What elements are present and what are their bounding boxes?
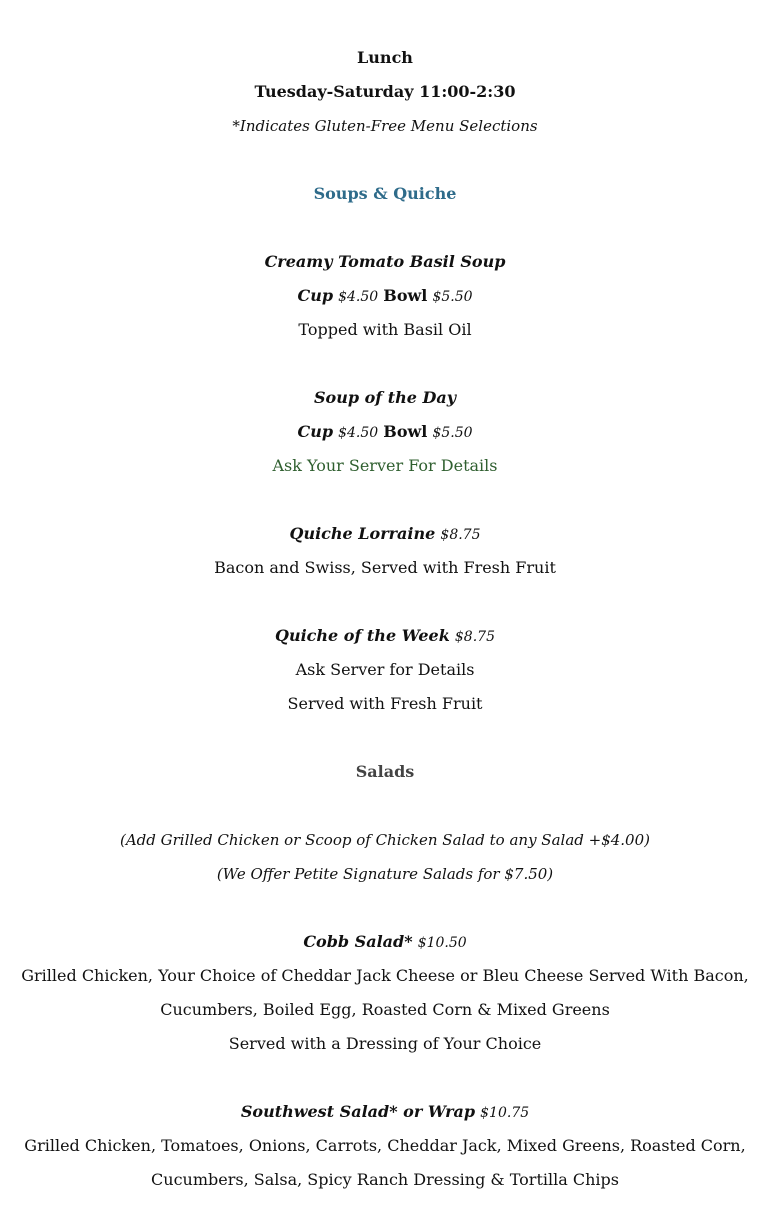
bowl-price: $5.50 — [432, 289, 473, 305]
menu-item-title-line — [0, 925, 770, 959]
gluten-free-note: *Indicates Gluten-Free Menu Selections — [232, 117, 538, 135]
menu-item-prices — [0, 279, 770, 313]
menu-item-name: Quiche of the Week — [275, 626, 450, 645]
menu-item-prices — [0, 415, 770, 449]
menu-item-description: Cucumbers, Salsa, Spicy Ranch Dressing & Tortilla Chips — [151, 1170, 619, 1189]
cup-price: $4.50 — [338, 289, 379, 305]
bowl-label: Bowl — [383, 286, 428, 305]
menu-item-description: Grilled Chicken, Your Choice of Cheddar Jack Cheese or Bleu Cheese Served With Bacon, — [21, 966, 749, 985]
section-heading-soups: Soups & Quiche — [313, 184, 457, 203]
menu-item-name: Cobb Salad* — [303, 932, 413, 951]
menu-item-description: Grilled Chicken, Tomatoes, Onions, Carrots, Cheddar Jack, Mixed Greens, Roasted Corn, — [24, 1136, 746, 1155]
bowl-label: Bowl — [383, 422, 428, 441]
cup-label: Cup — [297, 422, 334, 441]
menu-item-price: $8.75 — [454, 629, 495, 645]
cup-price: $4.50 — [338, 425, 379, 441]
bowl-price: $5.50 — [432, 425, 473, 441]
menu-item-title-line — [0, 517, 770, 551]
menu-item-name: Soup of the Day — [313, 388, 457, 407]
menu-item-name: Creamy Tomato Basil Soup — [264, 252, 506, 271]
menu-item-name: Quiche Lorraine — [289, 524, 436, 543]
petite-salad-note: (We Offer Petite Signature Salads for $7.50) — [216, 865, 554, 883]
menu-item-title-line — [0, 1095, 770, 1129]
menu-item-price: $10.50 — [417, 935, 467, 951]
breakfast-item-description — [0, 0, 770, 7]
menu-item-description: Ask Your Server For Details — [272, 456, 498, 475]
menu-item-title-line — [0, 619, 770, 653]
menu-item-price: $8.75 — [440, 527, 481, 543]
menu-item-description: Ask Server for Details — [295, 660, 475, 679]
menu-item-name: Southwest Salad* or Wrap — [240, 1102, 476, 1121]
menu-item-description: Served with Fresh Fruit — [287, 694, 483, 713]
cup-label: Cup — [297, 286, 334, 305]
menu-item-description: Cucumbers, Boiled Egg, Roasted Corn & Mixed Greens — [160, 1000, 610, 1019]
lunch-title: Lunch — [357, 48, 413, 67]
lunch-hours: Tuesday-Saturday 11:00-2:30 — [254, 82, 516, 101]
menu-item-description: Topped with Basil Oil — [298, 320, 472, 339]
salad-addon-note: (Add Grilled Chicken or Scoop of Chicken Salad to any Salad +$4.00) — [119, 831, 651, 849]
menu-item-description: Bacon and Swiss, Served with Fresh Fruit — [214, 558, 556, 577]
section-heading-salads: Salads — [355, 762, 415, 781]
menu-item-description: Served with a Dressing of Your Choice — [228, 1034, 542, 1053]
menu-item-price: $10.75 — [480, 1105, 530, 1121]
